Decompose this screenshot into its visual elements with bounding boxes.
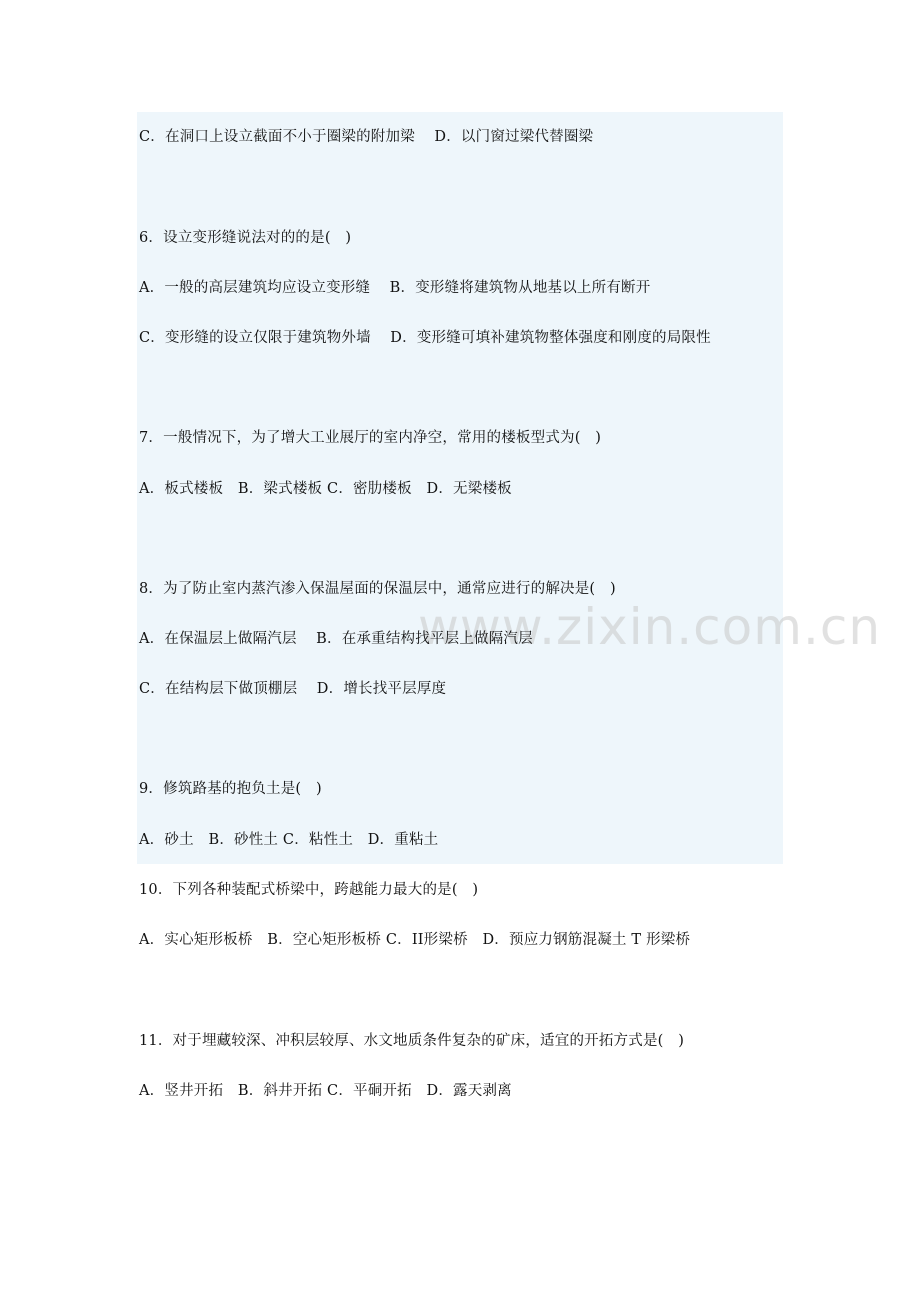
option-line-7: A．板式楼板 B．梁式楼板 C．密肋楼板 D．无梁楼板 <box>139 481 512 497</box>
question-10: 10．下列各种装配式桥梁中，跨越能力最大的是( ) <box>139 882 479 898</box>
option-line-10: A．实心矩形板桥 B．空心矩形板桥 C．II形梁桥 D．预应力钢筋混凝土 T 形梁桥 <box>139 932 691 948</box>
option-line-8cd: C．在结构层下做顶棚层 D．增长找平层厚度 <box>139 681 447 697</box>
option-line-5cd: C．在洞口上设立截面不小于圈梁的附加梁 D．以门窗过梁代替圈梁 <box>139 129 594 145</box>
option-line-6ab: A．一般的高层建筑均应设立变形缝 B．变形缝将建筑物从地基以上所有断开 <box>139 280 651 296</box>
question-8: 8．为了防止室内蒸汽渗入保温屋面的保温层中，通常应进行的解决是( ) <box>139 581 616 597</box>
question-9: 9．修筑路基的抱负土是( ) <box>139 781 322 797</box>
watermark: www.zixin.com.cn <box>418 598 882 656</box>
option-line-11: A．竖井开拓 B．斜井开拓 C．平硐开拓 D．露天剥离 <box>139 1083 512 1099</box>
question-7: 7．一般情况下，为了增大工业展厅的室内净空，常用的楼板型式为( ) <box>139 430 602 446</box>
question-11: 11．对于埋藏较深、冲积层较厚、水文地质条件复杂的矿床，适宜的开拓方式是( ) <box>139 1033 685 1049</box>
option-line-9: A．砂土 B．砂性土 C．粘性土 D．重粘土 <box>139 832 439 848</box>
option-line-6cd: C．变形缝的设立仅限于建筑物外墙 D．变形缝可填补建筑物整体强度和刚度的局限性 <box>139 330 711 346</box>
question-6: 6．设立变形缝说法对的的是( ) <box>139 230 352 246</box>
option-line-8ab: A．在保温层上做隔汽层 B．在承重结构找平层上做隔汽层 <box>139 631 533 647</box>
